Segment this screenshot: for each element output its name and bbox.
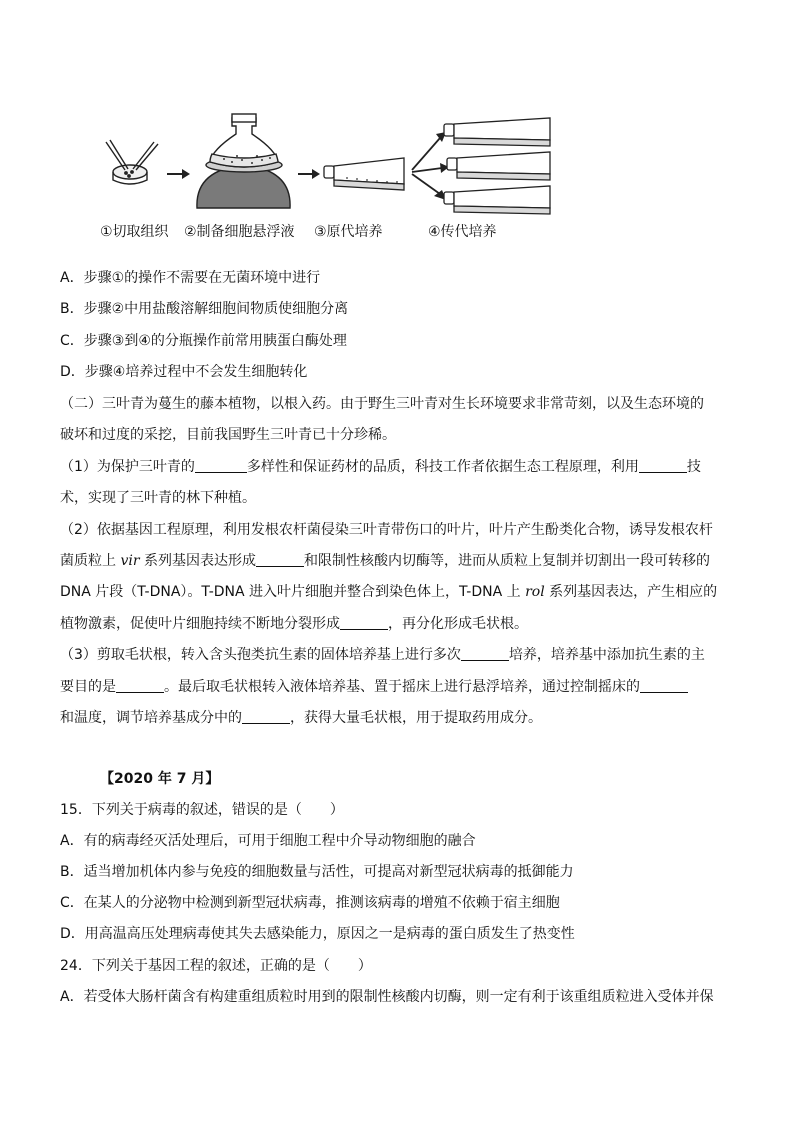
question-3-line2 — [60, 677, 688, 697]
text-run: 和温度，调节培养基成分中的 — [60, 710, 242, 726]
q15-option-c: C．在某人的分泌物中检测到新型冠状病毒，推测该病毒的增殖不依赖于宿主细胞 — [60, 895, 560, 911]
question-2-line1: （2）依据基因工程原理，利用发根农杆菌侵染三叶青带伤口的叶片，叶片产生酚类化合物，诱导发根农杆 — [60, 522, 713, 538]
answer-blank — [639, 458, 687, 473]
text-run: 菌质粒上 — [60, 553, 121, 569]
text-run: 技 — [686, 459, 701, 475]
question-2-line4 — [60, 614, 528, 634]
answer-blank — [256, 552, 304, 567]
q15-option-d: D．用高温高压处理病毒使其失去感染能力，原因之一是病毒的蛋白质发生了热变性 — [60, 926, 575, 942]
question-2-line3 — [60, 582, 717, 602]
figure-label-step1: ①切取组织 — [100, 224, 169, 240]
text-run: 多样性和保证药材的品质，科技工作者依据生态工程原理，利用 — [246, 459, 639, 475]
date-header: 【2020 年 7 月】 — [100, 771, 220, 787]
section2-intro-line1: （二）三叶青为蔓生的藤本植物，以根入药。由于野生三叶青对生长环境要求非常苛刻，以及生态环境的 — [60, 396, 704, 412]
q24-option-a: A．若受体大肠杆菌含有构建重组质粒时用到的限制性核酸内切酶，则一定有利于该重组质粒进入受体并保 — [60, 989, 714, 1005]
q15-option-a: A．有的病毒经灭活处理后，可用于细胞工程中介导动物细胞的融合 — [60, 833, 476, 849]
question-3-line3 — [60, 708, 542, 728]
arrow-icon — [298, 169, 320, 179]
option-c: C．步骤③到④的分瓶操作前常用胰蛋白酶处理 — [60, 333, 347, 349]
gene-name: rol — [525, 584, 545, 600]
answer-blank — [340, 615, 388, 630]
flask-stirrer-icon — [197, 114, 290, 208]
figure-label-step3: ③原代培养 — [314, 224, 383, 240]
option-d: D．步骤④培养过程中不会发生细胞转化 — [60, 364, 308, 380]
text-run: （3）剪取毛状根，转入含头孢类抗生素的固体培养基上进行多次 — [60, 647, 461, 663]
text-run: （1）为保护三叶青的 — [60, 459, 195, 475]
text-run: 植物激素，促使叶片细胞持续不断地分裂形成 — [60, 616, 340, 632]
q15-stem: 15．下列关于病毒的叙述，错误的是（ ） — [60, 802, 344, 818]
gene-name: vir — [120, 553, 140, 569]
answer-blank — [195, 458, 247, 473]
figure-label-step4: ④传代培养 — [428, 224, 497, 240]
culture-flask-icon — [324, 158, 404, 190]
question-1-line1 — [60, 457, 701, 477]
answer-blank — [116, 678, 164, 693]
text-run: 培养，培养基中添加抗生素的主 — [508, 647, 705, 663]
q15-option-b: B．适当增加机体内参与免疫的细胞数量与活性，可提高对新型冠状病毒的抵御能力 — [60, 864, 574, 880]
cell-culture-diagram — [92, 110, 572, 220]
answer-blank — [242, 709, 290, 724]
option-b: B．步骤②中用盐酸溶解细胞间物质使细胞分离 — [60, 301, 349, 317]
section2-intro-line2: 破坏和过度的采挖，目前我国野生三叶青已十分珍稀。 — [60, 427, 396, 443]
text-run: 和限制性核酸内切酶等，进而从质粒上复制并切割出一段可转移的 — [304, 553, 710, 569]
text-run: 系列基因表达，产生相应的 — [544, 584, 718, 600]
subculture-flasks-icon — [444, 118, 550, 214]
cell-culture-figure — [92, 110, 572, 245]
branch-arrows-icon — [412, 132, 449, 200]
q24-stem: 24．下列关于基因工程的叙述，正确的是（ ） — [60, 958, 372, 974]
text-run: 系列基因表达形成 — [139, 553, 256, 569]
text-run: ，再分化形成毛状根。 — [388, 616, 528, 632]
answer-blank — [461, 646, 509, 661]
question-2-line2 — [60, 551, 710, 571]
dissection-dish-icon — [106, 140, 158, 184]
text-run: 要目的是 — [60, 679, 116, 695]
option-a: A．步骤①的操作不需要在无菌环境中进行 — [60, 270, 321, 286]
arrow-icon — [167, 169, 190, 179]
answer-blank — [640, 678, 688, 693]
text-run: 。最后取毛状根转入液体培养基、置于摇床上进行悬浮培养，通过控制摇床的 — [164, 679, 640, 695]
text-run: ，获得大量毛状根，用于提取药用成分。 — [290, 710, 542, 726]
question-1-line2: 术，实现了三叶青的林下种植。 — [60, 490, 256, 506]
text-run: DNA 片段（T-DNA）。T-DNA 进入叶片细胞并整合到染色体上，T-DNA 上 — [60, 584, 526, 600]
figure-label-step2: ②制备细胞悬浮液 — [184, 224, 295, 240]
question-3-line1 — [60, 645, 705, 665]
